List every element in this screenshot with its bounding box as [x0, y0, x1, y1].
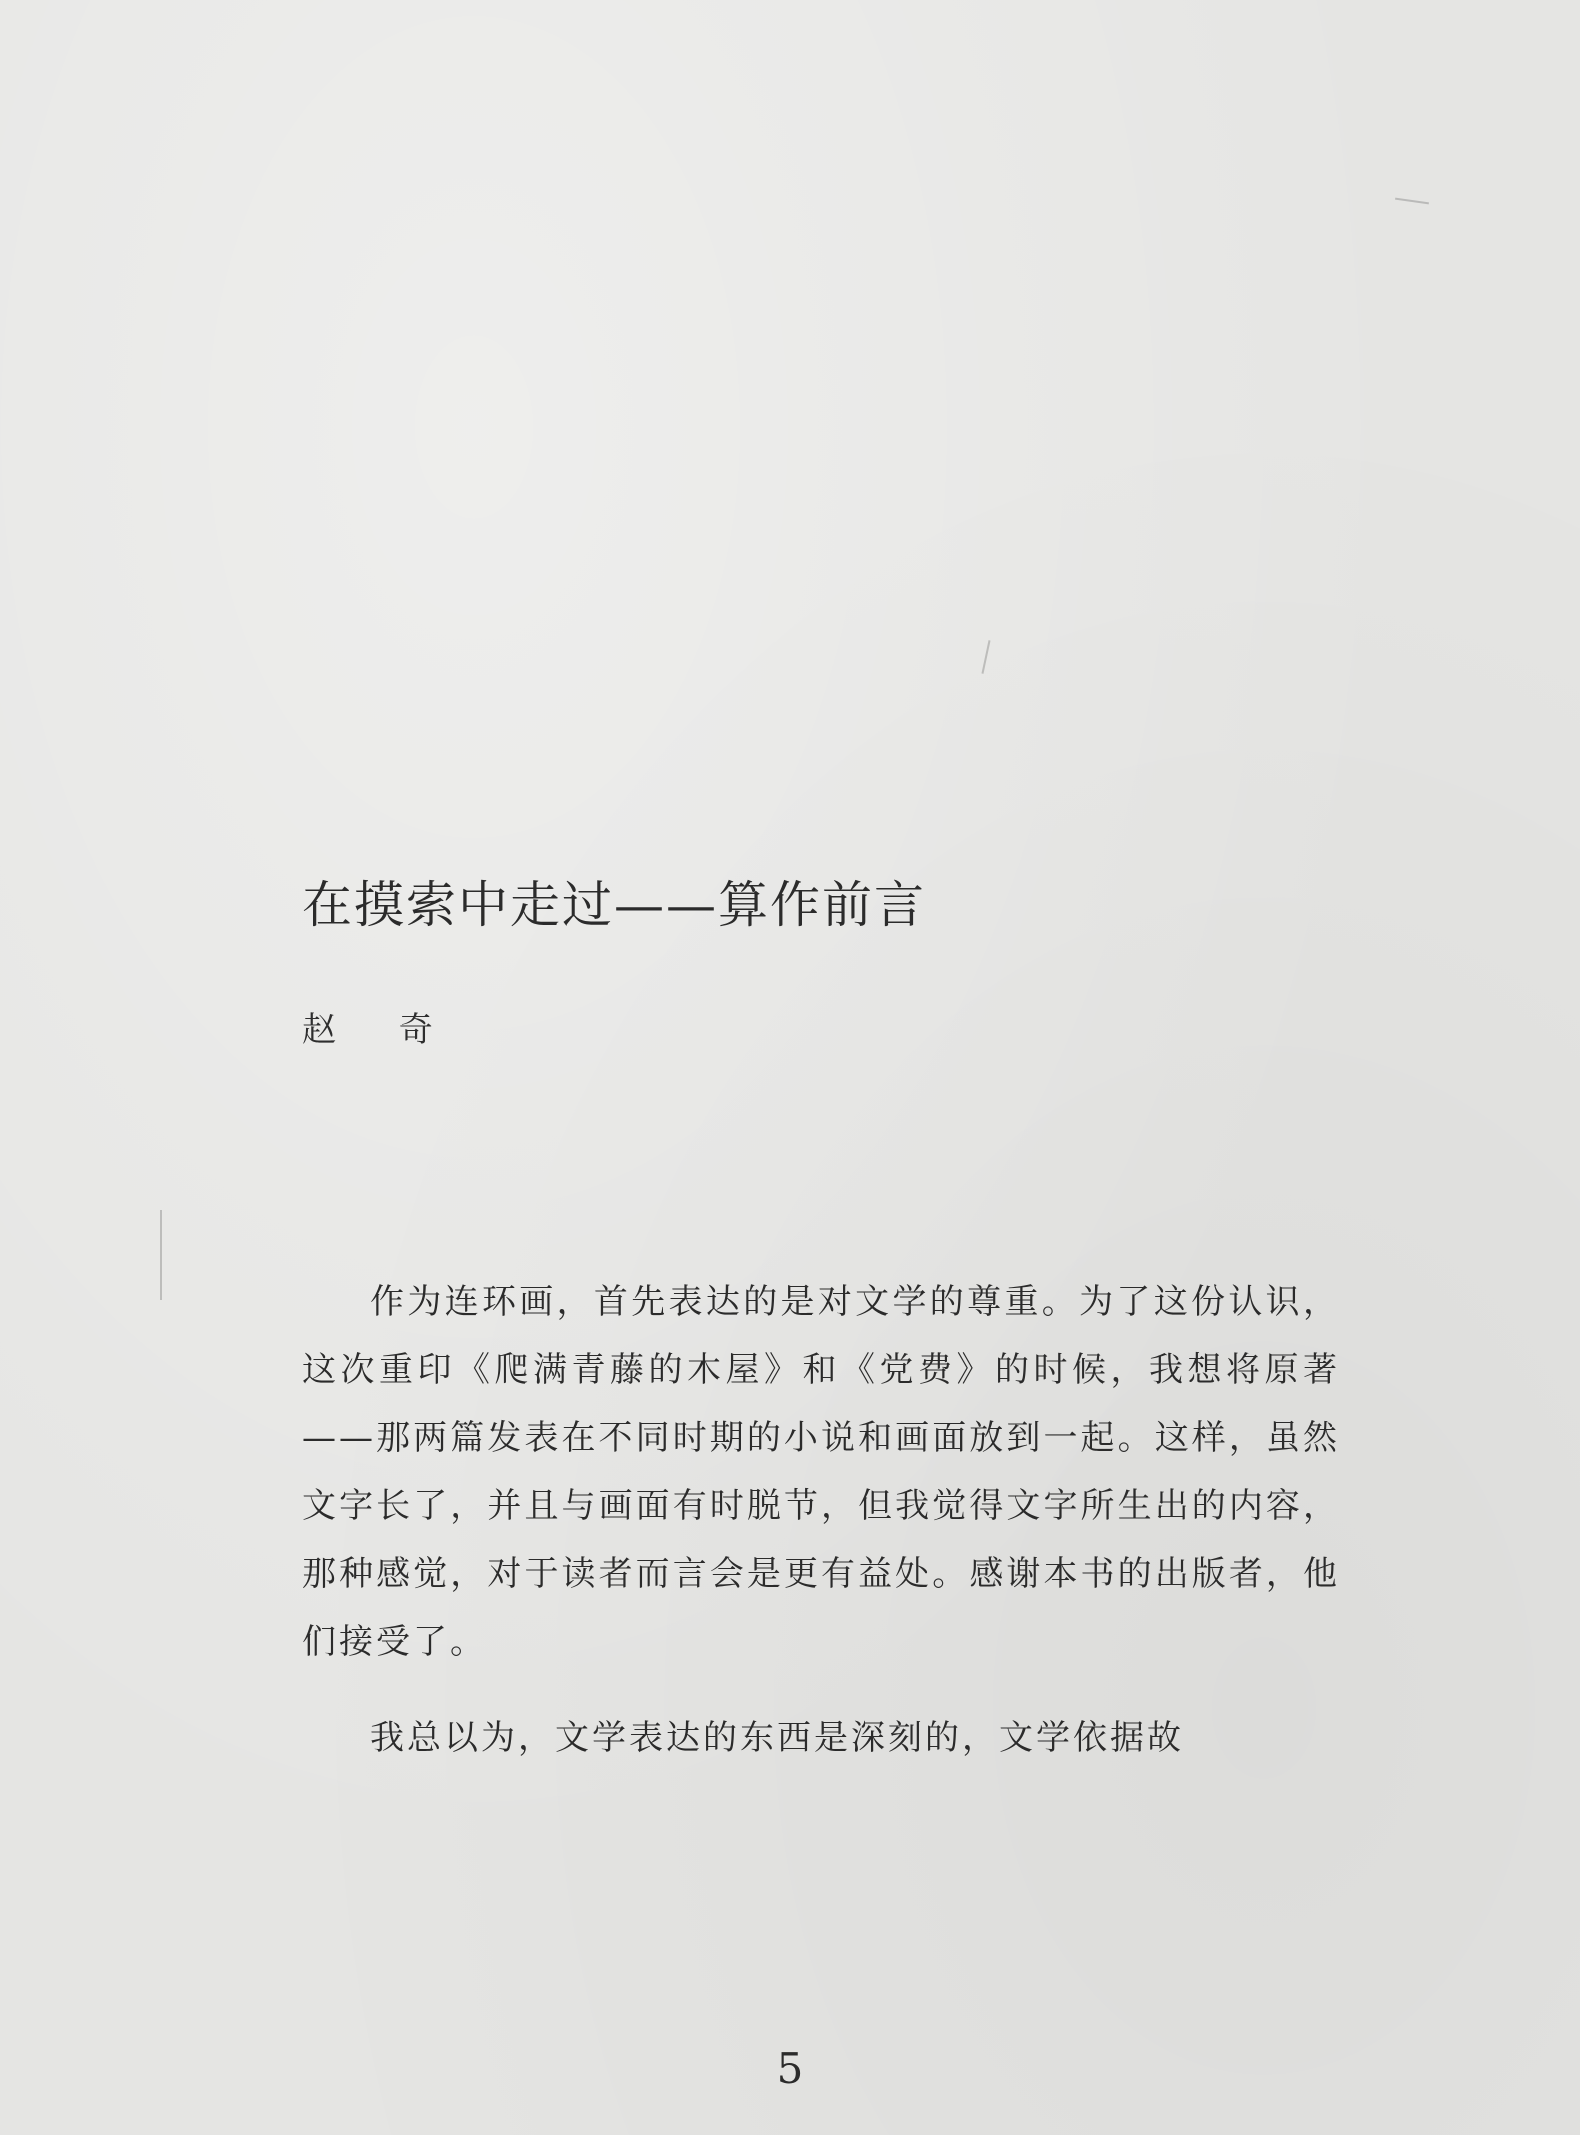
paper-speck	[160, 1210, 162, 1300]
paragraph: 我总以为，文学表达的东西是深刻的，文学依据故	[370, 1718, 1184, 1758]
author-name: 赵 奇	[302, 1010, 459, 1050]
paper-speck	[1395, 198, 1429, 205]
paper-speck	[981, 640, 990, 674]
page-title: 在摸索中走过——算作前言	[302, 876, 926, 934]
body-text	[302, 1268, 1340, 1800]
page-number: 5	[776, 2044, 804, 2093]
paragraph: 作为连环画，首先表达的是对文学的尊重。为了这份认识，这次重印《爬满青藤的木屋》和《党费》的时候，我想将原著——那两篇发表在不同时期的小说和画面放到一起。这样，虽然文字长了，并且与画面有时脱节，但我觉得文字所生出的内容，那种感觉，对于读者而言会是更有益处。感谢本书的出版者，他们接受了。	[302, 1282, 1340, 1662]
